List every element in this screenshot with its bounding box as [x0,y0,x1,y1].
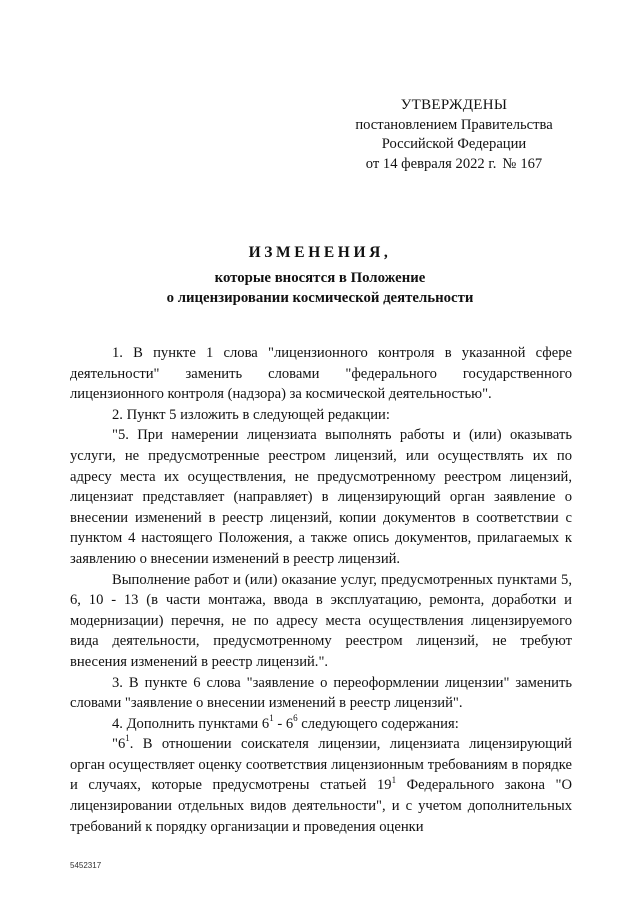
superscript: 1 [269,712,274,723]
document-title: ИЗМЕНЕНИЯ, [248,244,392,261]
paragraph-7-lead: "6 [112,736,126,753]
superscript: 1 [125,733,130,744]
subtitle-line-1: которые вносятся в Положение [214,270,426,286]
paragraph-7-text-b: Федерального закона "О лицензировании отдельных видов деятельности", и с учетом дополнительных требований к порядку организации и проведения оценки [70,777,573,835]
paragraph-7 [70,734,572,837]
approval-heading: УТВЕРЖДЕНЫ [400,97,508,113]
number-sign: № [502,155,517,172]
paragraph-3: "5. При намерении лицензиата выполнять работы и (или) оказывать услуги, не предусмотренные реестром лицензий, или осуществлять их по адресу места их осуществления, не предусмотренному реестром лицензий, лицензиат представляет (направляет) в лицензирующий орган заявление о внесении изменений в реестр лицензий, копии документов в соответствии с пунктом 4 настоящего Положения, а также опись документов, прилагаемых к заявлению о внесении изменений в реестр лицензий. [70,427,572,567]
paragraph-6-text-b: - 6 [273,715,294,732]
approval-line-government: Российской Федерации [381,136,527,152]
document-subtitle [0,268,640,308]
paragraph-6 [70,714,572,735]
paragraph-5: 3. В пункте 6 слова "заявление о переоформлении лицензии" заменить словами "заявление о внесении изменений в реестр лицензий". [70,674,572,712]
document-body [70,343,572,837]
paragraph-1: 1. В пункте 1 слова "лицензионного контроля в указанной сфере деятельности" заменить словами "федерального государственного лицензионного контроля (надзора) за космической деятельностью". [70,345,572,403]
approval-block [338,96,570,174]
approval-line-decree: постановлением Правительства [355,116,553,133]
superscript: 1 [391,774,397,785]
decree-number: 167 [520,155,543,172]
approval-date: от 14 февраля 2022 г. [365,155,497,172]
paragraph-6-text-c: следующего содержания: [297,715,459,732]
paragraph-7-text-a: . В отношении соискателя лицензии, лицензиата лицензирующий орган осуществляет оценку соответствия лицензионным требованиям в порядке и случаях, которые предусмотрены статьей 19 [70,736,572,794]
paragraph-6-text-a: 4. Дополнить пунктами 6 [112,715,270,732]
paragraph-4: Выполнение работ и (или) оказание услуг, предусмотренных пунктами 5, 6, 10 - 13 (в части монтажа, ввода в эксплуатацию, ремонта, доработки и модернизации) перечня, не по адресу места осуществления лицензируемого вида деятельности, предусмотренному реестром лицензий, не требуют внесения изменений в реестр лицензий.". [70,571,572,670]
approval-date-line [338,155,570,175]
superscript: 6 [293,712,298,723]
document-code: 5452317 [70,861,102,870]
subtitle-line-2: о лицензировании космической деятельности [166,290,474,306]
paragraph-2: 2. Пункт 5 изложить в следующей редакции: [112,406,390,423]
